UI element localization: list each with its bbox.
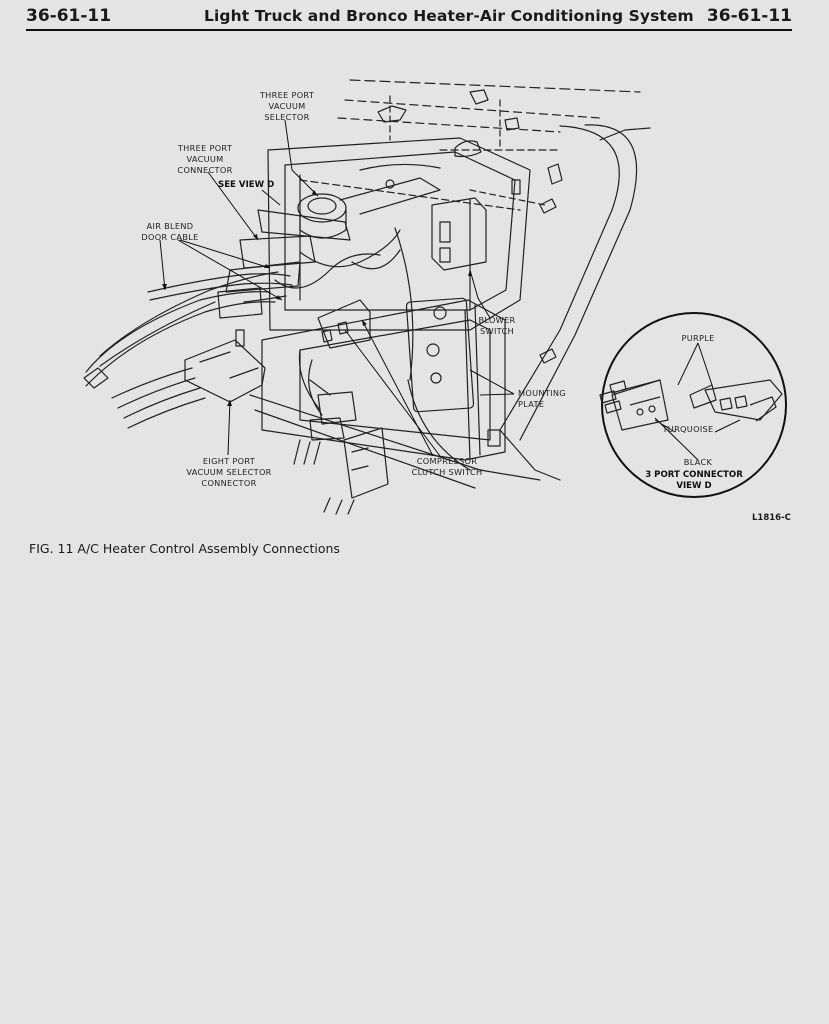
view-d-purple: PURPLE bbox=[681, 333, 715, 343]
svg-text:SWITCH: SWITCH bbox=[480, 326, 514, 336]
svg-text:THREE PORT: THREE PORT bbox=[259, 90, 315, 100]
label-three-port-vacuum-selector bbox=[259, 90, 315, 122]
svg-text:COMPRESSOR: COMPRESSOR bbox=[416, 456, 478, 466]
svg-text:CLUTCH SWITCH: CLUTCH SWITCH bbox=[411, 467, 483, 477]
svg-text:VACUUM SELECTOR: VACUUM SELECTOR bbox=[186, 467, 272, 477]
svg-text:VACUUM: VACUUM bbox=[186, 154, 224, 164]
view-d-turquoise: TURQUOISE bbox=[662, 424, 714, 434]
svg-text:MOUNTING: MOUNTING bbox=[518, 388, 566, 398]
view-d-inset bbox=[600, 313, 786, 497]
label-blower-switch bbox=[478, 315, 515, 336]
view-d-black: BLACK bbox=[683, 457, 713, 467]
svg-text:BLOWER: BLOWER bbox=[478, 315, 516, 325]
svg-text:AIR BLEND: AIR BLEND bbox=[146, 221, 194, 231]
svg-text:EIGHT PORT: EIGHT PORT bbox=[202, 456, 256, 466]
label-mounting-plate bbox=[518, 388, 566, 409]
page-number-left: 36-61-11 bbox=[26, 6, 112, 26]
page-number-right: 36-61-11 bbox=[706, 6, 792, 26]
svg-text:VACUUM: VACUUM bbox=[268, 101, 306, 111]
label-eight-port-vacuum-selector-connector bbox=[186, 456, 271, 488]
svg-text:CONNECTOR: CONNECTOR bbox=[201, 478, 257, 488]
view-d-title: 3 PORT CONNECTOR bbox=[645, 470, 743, 480]
svg-text:DOOR CABLE: DOOR CABLE bbox=[141, 232, 199, 242]
view-d-subtitle: VIEW D bbox=[676, 481, 712, 491]
figure-id: L1816-C bbox=[752, 513, 791, 523]
label-air-blend-door-cable bbox=[141, 221, 198, 242]
label-three-port-vacuum-connector bbox=[177, 143, 233, 175]
label-compressor-clutch-switch bbox=[412, 456, 483, 477]
svg-text:CONNECTOR: CONNECTOR bbox=[177, 165, 233, 175]
label-see-view-d: SEE VIEW D bbox=[218, 180, 275, 190]
svg-text:SELECTOR: SELECTOR bbox=[264, 112, 310, 122]
figure-caption: FIG. 11 A/C Heater Control Assembly Connections bbox=[29, 541, 340, 556]
svg-text:THREE PORT: THREE PORT bbox=[177, 143, 233, 153]
svg-text:PLATE: PLATE bbox=[518, 399, 545, 409]
page-title: Light Truck and Bronco Heater-Air Conditioning System bbox=[204, 7, 694, 25]
